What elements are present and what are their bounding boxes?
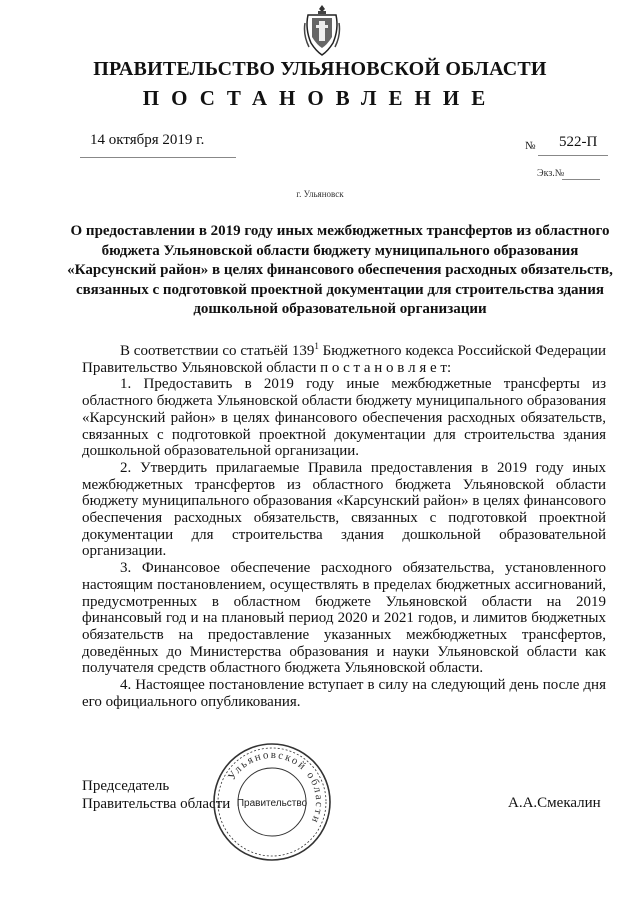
number-underline xyxy=(538,155,608,156)
document-date: 14 октября 2019 г. xyxy=(90,132,205,148)
document-type-title: ПОСТАНОВЛЕНИЕ xyxy=(142,86,498,110)
position-line-2: Правительства области xyxy=(82,796,231,812)
government-title: ПРАВИТЕЛЬСТВО УЛЬЯНОВСКОЙ ОБЛАСТИ xyxy=(93,58,547,80)
item-paragraph-1: 1. Предоставить в 2019 году иные межбюджетные трансферты из областного бюджета Ульяновской области бюджету муниципального образования «Карсунский район» в целях финансового обеспечения расходных обязательств, связанных с подготовкой проектной документации для строительства здания дошкольной образовательной организации. xyxy=(82,376,606,460)
official-seal xyxy=(210,740,334,864)
city-label: г. Ульяновск xyxy=(296,189,344,199)
item-paragraph-2: 2. Утвердить прилагаемые Правила предоставления в 2019 году иных межбюджетных трансфертов из областного бюджета Ульяновской области бюджету муниципального образования «Карсунский район» в целях финансового обеспечения расходных обязательств, связанных с подготовкой проектной документации для строительства здания дошкольной образовательной организации. xyxy=(82,459,606,560)
date-underline xyxy=(80,157,236,158)
position-line-1: Председатель xyxy=(82,778,170,794)
seal-ring-text: Ульяновской области xyxy=(225,748,326,827)
number-value: 522-П xyxy=(559,134,598,150)
intro-paragraph xyxy=(82,343,606,376)
copy-number-label: Экз.№ xyxy=(537,168,565,179)
intro-text-continued: Бюджетного кодекса Российской Федерации Правительство Ульяновской области п о с т а н о в л я е т: xyxy=(82,343,607,376)
signatory-name: А.А.Смекалин xyxy=(508,795,601,811)
item-paragraph-3: 3. Финансовое обеспечение расходного обязательства, установленного настоящим постановлением, осуществлять в пределах бюджетных ассигнований, предусмотренных в областном бюджете Ульяновской области на 2019 финансовый год и на плановый период 2020 и 2021 годов, и лимитов бюджетных обязательств на предоставление указанных межбюджетных трансфертов, доведённых до Министерства образования и науки Ульяновской области как получателя средств областного бюджета Ульяновской области. xyxy=(82,560,606,677)
coat-of-arms-emblem xyxy=(303,3,341,57)
intro-text: В соответствии со статьёй 139 xyxy=(120,343,315,359)
article-superscript: 1 xyxy=(314,341,319,351)
signatory-position xyxy=(82,777,230,813)
number-label: № xyxy=(525,140,536,152)
seal-center-text: Правительство xyxy=(236,798,308,809)
item-paragraph-4: 4. Настоящее постановление вступает в силу на следующий день после дня его официального опубликования. xyxy=(82,677,606,710)
document-heading: О предоставлении в 2019 году иных межбюджетных трансфертов из областного бюджета Ульяновской области бюджету муниципального образования «Карсунский район» в целях финансового обеспечения расходных обязательств, связанных с подготовкой проектной документации для строительства здания дошкольной образовательной организации xyxy=(67,223,613,317)
copy-number-underline xyxy=(562,179,600,180)
document-body xyxy=(82,343,606,710)
